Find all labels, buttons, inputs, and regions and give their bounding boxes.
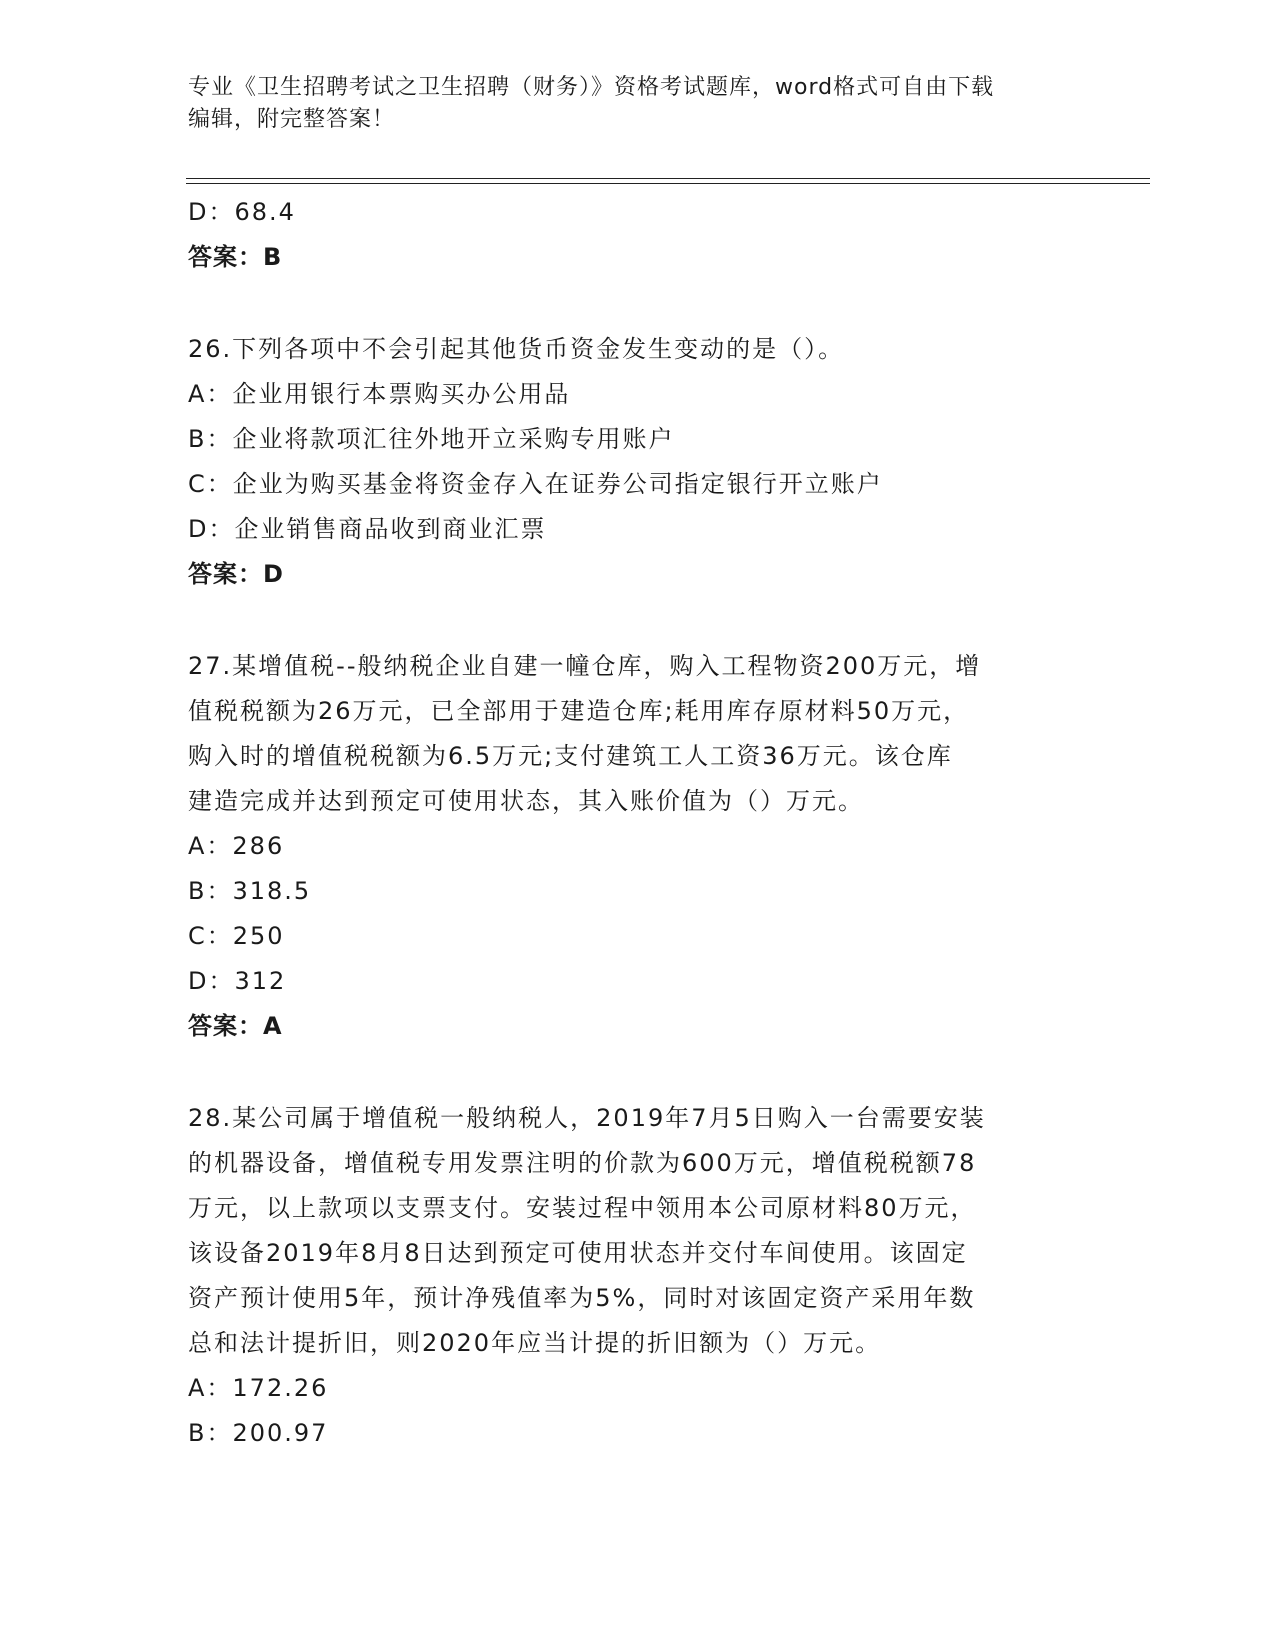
question-28 bbox=[188, 1096, 1088, 1456]
option-b: B：200.97 bbox=[188, 1419, 329, 1447]
question-stem-line: 28.某公司属于增值税一般纳税人，2019年7月5日购入一台需要安装 bbox=[188, 1104, 986, 1132]
prev-option-d: D：68.4 bbox=[188, 198, 296, 226]
question-stem: 26.下列各项中不会引起其他货币资金发生变动的是（）。 bbox=[188, 335, 845, 363]
option-a: A：286 bbox=[188, 832, 285, 860]
question-content bbox=[188, 190, 1088, 1456]
answer: 答案：D bbox=[188, 560, 284, 588]
question-stem-line: 建造完成并达到预定可使用状态，其入账价值为（）万元。 bbox=[188, 787, 864, 815]
question-stem-line: 27.某增值税--般纳税企业自建一幢仓库，购入工程物资200万元，增 bbox=[188, 652, 982, 680]
page-header bbox=[188, 72, 1088, 136]
question-stem-line: 资产预计使用5年，预计净残值率为5%，同时对该固定资产采用年数 bbox=[188, 1284, 976, 1312]
option-d: D：312 bbox=[188, 967, 287, 995]
question-stem-line: 该设备2019年8月8日达到预定可使用状态并交付车间使用。该固定 bbox=[188, 1239, 968, 1267]
question-26 bbox=[188, 327, 1088, 597]
spacer bbox=[188, 597, 1088, 644]
question-stem-line: 总和法计提折旧，则2020年应当计提的折旧额为（）万元。 bbox=[188, 1329, 882, 1357]
option-c: C：250 bbox=[188, 922, 285, 950]
option-a: A：企业用银行本票购买办公用品 bbox=[188, 380, 571, 408]
question-stem-line: 值税税额为26万元，已全部用于建造仓库;耗用库存原材料50万元， bbox=[188, 697, 970, 725]
option-d: D：企业销售商品收到商业汇票 bbox=[188, 515, 547, 543]
header-line-1: 专业《卫生招聘考试之卫生招聘（财务）》资格考试题库，word格式可自由下载 bbox=[188, 75, 995, 100]
spacer bbox=[188, 280, 1088, 327]
question-stem-line: 万元，以上款项以支票支付。安装过程中领用本公司原材料80万元， bbox=[188, 1194, 977, 1222]
option-b: B：企业将款项汇往外地开立采购专用账户 bbox=[188, 425, 675, 453]
option-a: A：172.26 bbox=[188, 1374, 329, 1402]
prev-answer: 答案：B bbox=[188, 243, 283, 271]
header-line-2: 编辑，附完整答案！ bbox=[188, 107, 396, 132]
spacer bbox=[188, 1049, 1088, 1096]
option-c: C：企业为购买基金将资金存入在证券公司指定银行开立账户 bbox=[188, 470, 883, 498]
question-stem-line: 购入时的增值税税额为6.5万元;支付建筑工人工资36万元。该仓库 bbox=[188, 742, 953, 770]
header-rule-top bbox=[186, 178, 1150, 179]
option-b: B：318.5 bbox=[188, 877, 312, 905]
header-rule-bottom bbox=[186, 183, 1150, 184]
question-27 bbox=[188, 644, 1088, 1049]
answer: 答案：A bbox=[188, 1012, 283, 1040]
question-stem-line: 的机器设备，增值税专用发票注明的价款为600万元，增值税税额78 bbox=[188, 1149, 977, 1177]
